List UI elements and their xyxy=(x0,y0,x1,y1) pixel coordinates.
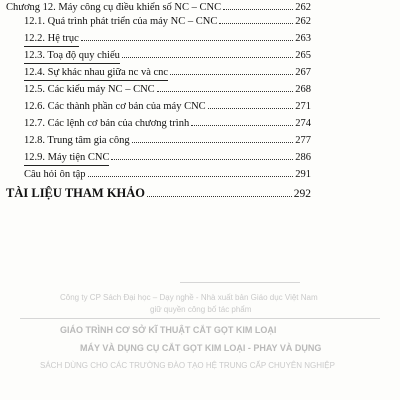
toc-section-12-3 xyxy=(24,48,311,62)
dot-leader xyxy=(88,167,294,177)
toc-entry-page: 274 xyxy=(295,118,311,129)
toc-entry-page: 263 xyxy=(295,33,311,44)
dot-leader xyxy=(170,65,293,75)
toc-entry-title: 12.8. Trung tâm gia công xyxy=(24,135,130,146)
faded-heading: MÁY VÀ DỤNG CỤ CẮT GỌT KIM LOẠI - PHAY VÀ DỤNG xyxy=(80,343,322,353)
toc-entry-title: 12.9. Máy tiện CNC xyxy=(24,151,109,166)
toc-entry-page: 265 xyxy=(295,50,311,61)
toc-review-questions xyxy=(24,167,311,181)
toc-entry-page: 262 xyxy=(295,16,311,27)
toc-entry-page: 268 xyxy=(295,84,311,95)
toc-entry-page: 267 xyxy=(295,67,311,78)
toc-entry-title: Câu hỏi ôn tập xyxy=(24,169,86,180)
toc-section-12-2 xyxy=(24,31,311,45)
toc-section-12-6 xyxy=(24,99,311,113)
divider xyxy=(20,318,380,319)
toc-section-12-8 xyxy=(24,133,311,147)
toc-entry-page: 286 xyxy=(295,152,311,163)
dot-leader xyxy=(219,14,293,24)
dot-leader xyxy=(223,0,293,10)
toc-section-12-4 xyxy=(24,65,311,79)
faded-heading: GIÁO TRÌNH CƠ SỞ KĨ THUẬT CẮT GỌT KIM LOẠI xyxy=(60,325,277,335)
toc-section-12-5 xyxy=(24,82,311,96)
toc-entry-title: 12.4. Sự khác nhau giữa nc và cnc xyxy=(24,66,168,81)
dot-leader xyxy=(81,31,293,41)
toc-section-12-7 xyxy=(24,116,311,130)
toc-entry-title: 12.5. Các kiểu máy NC – CNC xyxy=(24,84,155,95)
faded-text: Công ty CP Sách Đại học – Dạy nghề - Nhà xuất bản Giáo dục Việt Nam xyxy=(60,293,318,302)
toc-references xyxy=(6,185,311,201)
dot-leader xyxy=(157,82,294,92)
toc-entry-page: 292 xyxy=(293,188,311,200)
dot-leader xyxy=(132,133,294,143)
divider xyxy=(180,282,300,283)
toc-section-12-9 xyxy=(24,150,311,164)
dot-leader xyxy=(122,48,293,58)
toc-entry-page: 271 xyxy=(295,101,311,112)
toc-entry-page: 291 xyxy=(295,169,311,180)
toc-chapter-12 xyxy=(6,0,311,14)
toc-entry-title: 12.3. Toạ độ quy chiếu xyxy=(24,49,120,64)
faded-text: giữ quyền công bố tác phẩm xyxy=(150,305,252,314)
faded-text: SÁCH DÙNG CHO CÁC TRƯỜNG ĐÀO TẠO HỆ TRUNG CẤP CHUYÊN NGHIỆP xyxy=(40,361,335,370)
toc-entry-title: TÀI LIỆU THAM KHẢO xyxy=(6,186,146,200)
dot-leader xyxy=(147,187,292,197)
toc-entry-title: 12.1. Quá trình phát triển của máy NC – CNC xyxy=(24,16,218,27)
toc-entry-title: 12.2. Hệ trục xyxy=(24,32,79,47)
toc-entry-title: Chương 12. Máy công cụ điều khiển số NC – CNC xyxy=(6,2,222,13)
dot-leader xyxy=(208,99,294,109)
toc-entry-title: 12.6. Các thành phần cơ bản của máy CNC xyxy=(24,101,206,112)
toc-entry-page: 277 xyxy=(295,135,311,146)
toc-entry-page: 262 xyxy=(295,2,311,13)
dot-leader xyxy=(191,116,293,126)
toc-entry-title: 12.7. Các lệnh cơ bản của chương trình xyxy=(24,118,190,129)
dot-leader xyxy=(111,150,293,160)
toc-section-12-1 xyxy=(24,14,311,28)
